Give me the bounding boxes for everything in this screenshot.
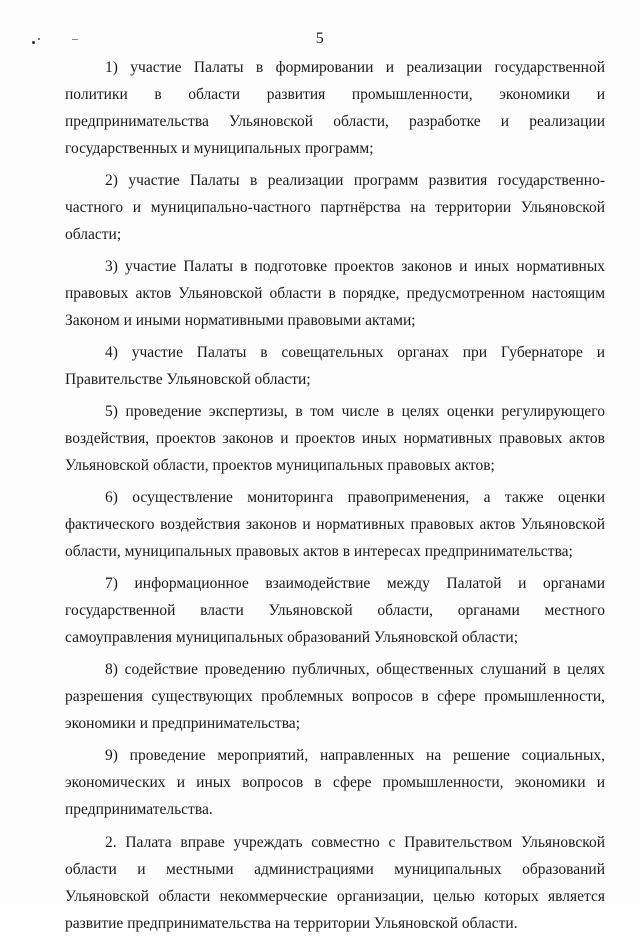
list-item-9: 9) проведение мероприятий, направленных на решение социальных, экономических и иных вопросов в сфере промышленности, экономики и предпринимательства. [65,747,605,818]
list-item-2: 2) участие Палаты в реализации программ развития государственно-частного и муниципально-частного партнёрства на территории Ульяновской области; [65,172,605,243]
list-item-7: 7) информационное взаимодействие между Палатой и органами государственной власти Ульяновской области, органами местного самоуправления муниципальных образований Ульяновской области; [65,575,605,646]
list-item-8: 8) содействие проведению публичных, общественных слушаний в целях разрешения существующих проблемных вопросов в сфере промышленности, экономики и предпринимательства; [65,661,605,732]
list-item-6: 6) осуществление мониторинга правоприменения, а также оценки фактического воздействия законов и нормативных правовых актов Ульяновской области, муниципальных правовых актов в интересах предпринимательства; [65,489,605,560]
list-item-3: 3) участие Палаты в подготовке проектов законов и иных нормативных правовых актов Ульяновской области в порядке, предусмотренном настоящим Законом и иными нормативными правовыми актами; [65,258,605,329]
list-item-1: 1) участие Палаты в формировании и реализации государственной политики в области развития промышленности, экономики и предпринимательства Ульяновской области, разработке и реализации государственных и муниципальных программ; [65,59,605,157]
list-item-4: 4) участие Палаты в совещательных органах при Губернаторе и Правительстве Ульяновской области; [65,344,605,388]
list-item-5: 5) проведение экспертизы, в том числе в целях оценки регулирующего воздействия, проектов законов и проектов иных нормативных правовых актов Ульяновской области, проектов муниципальных правовых актов; [65,403,605,474]
page-number: 5 [315,30,325,47]
document-body [65,54,605,942]
clause-2-paragraph: 2. Палата вправе учреждать совместно с Правительством Ульяновской области и местными администрациями муниципальных образований Ульяновской области некоммерческие организации, целью которых является развитие предпринимательства на территории Ульяновской области. [65,834,605,932]
